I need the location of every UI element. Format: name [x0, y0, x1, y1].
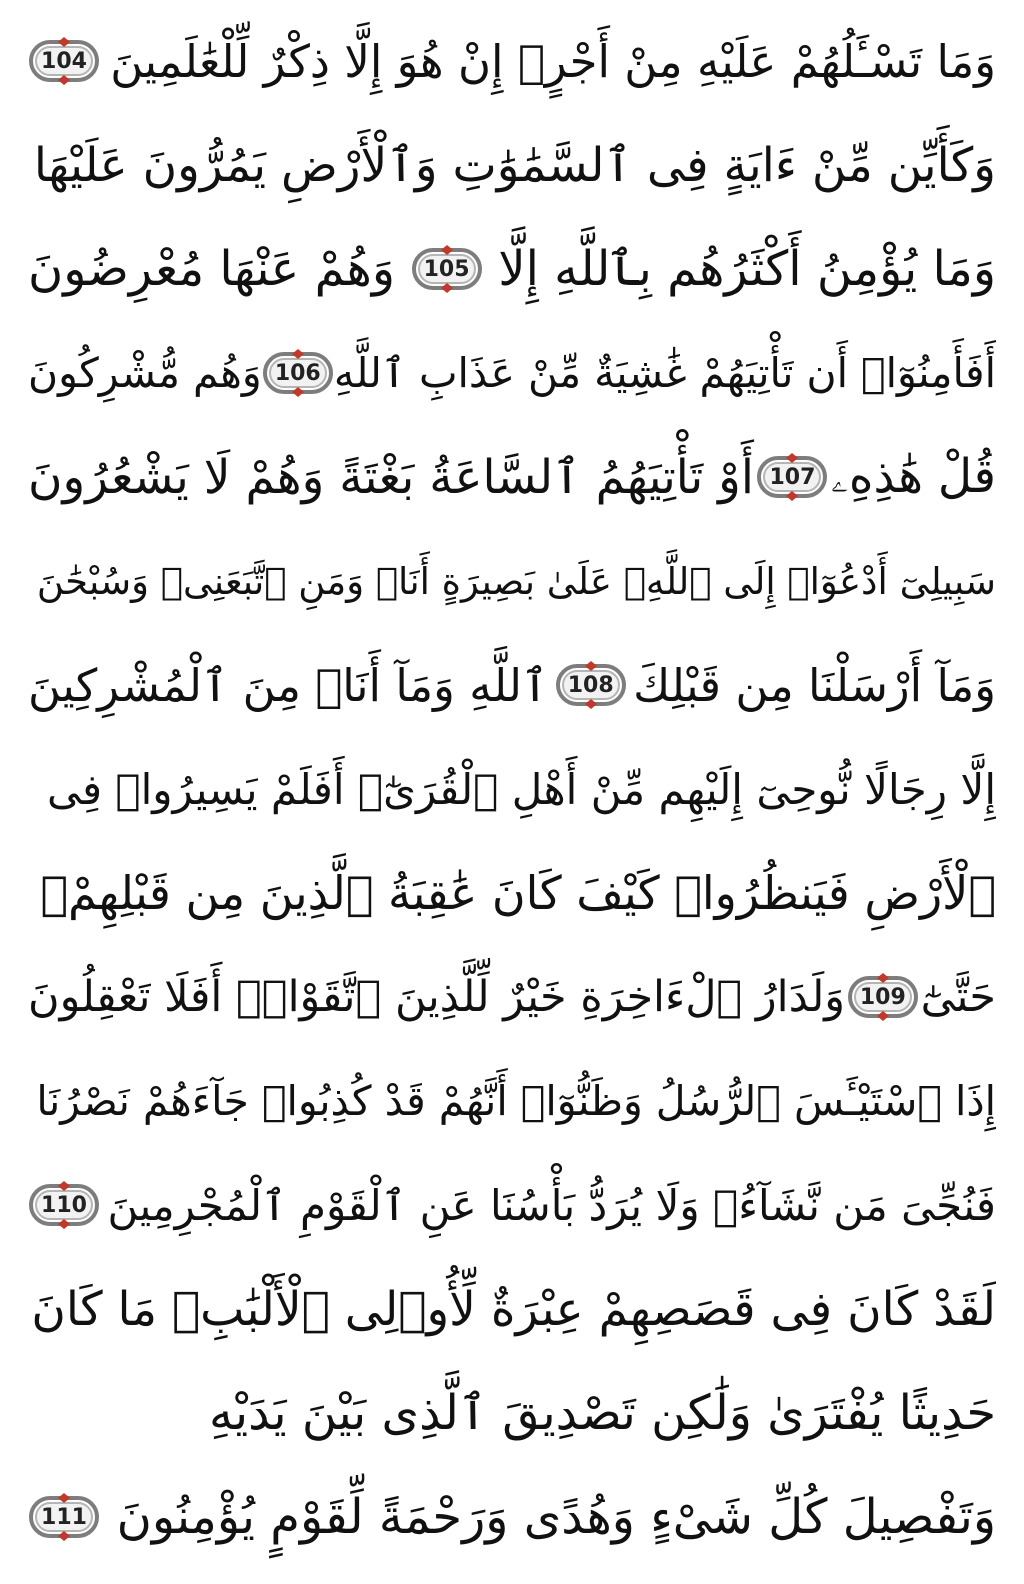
- text-line-1: [28, 12, 996, 110]
- text-line-5: [28, 428, 996, 526]
- ayah-number: 109: [859, 984, 906, 1010]
- line-1-text: وَمَا تَسْـَٔلُهُمْ عَلَيْهِ مِنْ أَجْرٍۚ إِنْ هُوَ إِلَّا ذِكْرٌ لِّلْعَٰلَمِينَ: [110, 34, 996, 88]
- ayah-number: 106: [274, 360, 321, 386]
- text-line-10: [28, 948, 996, 1046]
- text-line-13: [28, 1260, 996, 1358]
- text-line-6: [28, 532, 996, 630]
- ayah-end-marker-107: [756, 452, 828, 502]
- ayah-end-marker-106: [262, 348, 334, 398]
- line-8-text: إِلَّا رِجَالًا نُّوحِىٓ إِلَيْهِم مِّنْ أَهْلِ ٱلْقُرَىٰٓۗ أَفَلَمْ يَسِيرُوا۟ فِى: [46, 764, 996, 814]
- ayah-number: 107: [769, 464, 816, 490]
- line-3-text-b: وَهُمْ عَنْهَا مُعْرِضُونَ: [28, 241, 395, 297]
- line-7-text-a: وَمَآ أَرْسَلْنَا مِن قَبْلِكَ: [633, 658, 996, 712]
- ayah-number: 108: [567, 672, 614, 698]
- ayah-end-marker-111: [28, 1492, 100, 1542]
- line-15-text: وَتَفْصِيلَ كُلِّ شَىْءٍ وَهُدًى وَرَحْمَةً لِّقَوْمٍ يُؤْمِنُونَ: [116, 1489, 996, 1545]
- line-13-text: لَقَدْ كَانَ فِى قَصَصِهِمْ عِبْرَةٌ لِّأُو۟لِى ٱلْأَلْبَٰبِۗ مَا كَانَ: [31, 1281, 996, 1337]
- line-5-text-b: أَوْ تَأْتِيَهُمُ ٱلسَّاعَةُ بَغْتَةً وَهُمْ لَا يَشْعُرُونَ: [28, 449, 754, 505]
- text-line-8: [28, 740, 996, 838]
- line-3-text-a: وَمَا يُؤْمِنُ أَكْثَرُهُم بِٱللَّهِ إِلَّا: [498, 241, 996, 297]
- line-6-text: سَبِيلِىٓ أَدْعُوٓا۟ إِلَى ٱللَّهِۚ عَلَىٰ بَصِيرَةٍ أَنَا۠ وَمَنِ ٱتَّبَعَنِىۖ وَسُبْحَٰنَ: [36, 559, 996, 603]
- ayah-number: 111: [41, 1504, 87, 1530]
- ayah-end-marker-109: [847, 972, 919, 1022]
- text-line-7: [28, 636, 996, 734]
- line-14-text: حَدِيثًا يُفْتَرَىٰ وَلَٰكِن تَصْدِيقَ ٱلَّذِى بَيْنَ يَدَيْهِ: [208, 1385, 996, 1441]
- text-line-3: [28, 220, 996, 318]
- line-7-text-b: ٱللَّهِ وَمَآ أَنَا۠ مِنَ ٱلْمُشْرِكِينَ: [28, 658, 549, 712]
- line-10-text-a: حَتَّىٰٓ: [920, 972, 996, 1022]
- text-line-9: [28, 844, 996, 942]
- line-11-text: إِذَا ٱسْتَيْـَٔسَ ٱلرُّسُلُ وَظَنُّوٓا۟ أَنَّهُمْ قَدْ كُذِبُوا۟ جَآءَهُمْ نَصْرُنَا: [36, 1077, 996, 1125]
- line-10-text-b: وَلَدَارُ ٱلْءَاخِرَةِ خَيْرٌ لِّلَّذِينَ ٱتَّقَوْا۟ۗ أَفَلَا تَعْقِلُونَ: [28, 972, 846, 1022]
- ayah-number: 104: [41, 48, 87, 74]
- line-4-text-a: أَفَأَمِنُوٓا۟ أَن تَأْتِيَهُمْ غَٰشِيَةٌ مِّنْ عَذَابِ ٱللَّهِ: [333, 349, 996, 397]
- text-line-15: [28, 1468, 996, 1566]
- ayah-end-marker-105: [411, 244, 483, 294]
- line-12-text: فَنُجِّىَ مَن نَّشَآءُۖ وَلَا يُرَدُّ بَأْسُنَا عَنِ ٱلْقَوْمِ ٱلْمُجْرِمِينَ: [107, 1180, 996, 1230]
- line-4-text-b: وَهُم مُّشْرِكُونَ: [28, 349, 262, 397]
- line-2-text: وَكَأَيِّن مِّنْ ءَايَةٍ فِى ٱلسَّمَٰوَٰتِ وَٱلْأَرْضِ يَمُرُّونَ عَلَيْهَا: [33, 137, 996, 193]
- ayah-end-marker-108: [555, 660, 627, 710]
- text-line-12: [28, 1156, 996, 1254]
- text-line-14: [28, 1364, 996, 1462]
- ayah-number: 105: [423, 256, 470, 282]
- line-5-text-a: قُلْ هَٰذِهِۦ: [831, 449, 996, 504]
- ayah-end-marker-110: [28, 1180, 100, 1230]
- line-9-text: ٱلْأَرْضِ فَيَنظُرُوا۟ كَيْفَ كَانَ عَٰقِبَةُ ٱلَّذِينَ مِن قَبْلِهِمْۗ: [40, 866, 996, 920]
- text-line-2: [28, 116, 996, 214]
- ayah-number: 110: [41, 1192, 87, 1218]
- text-line-4: [28, 324, 996, 422]
- text-line-11: [28, 1052, 996, 1150]
- ayah-end-marker-104: [28, 36, 100, 86]
